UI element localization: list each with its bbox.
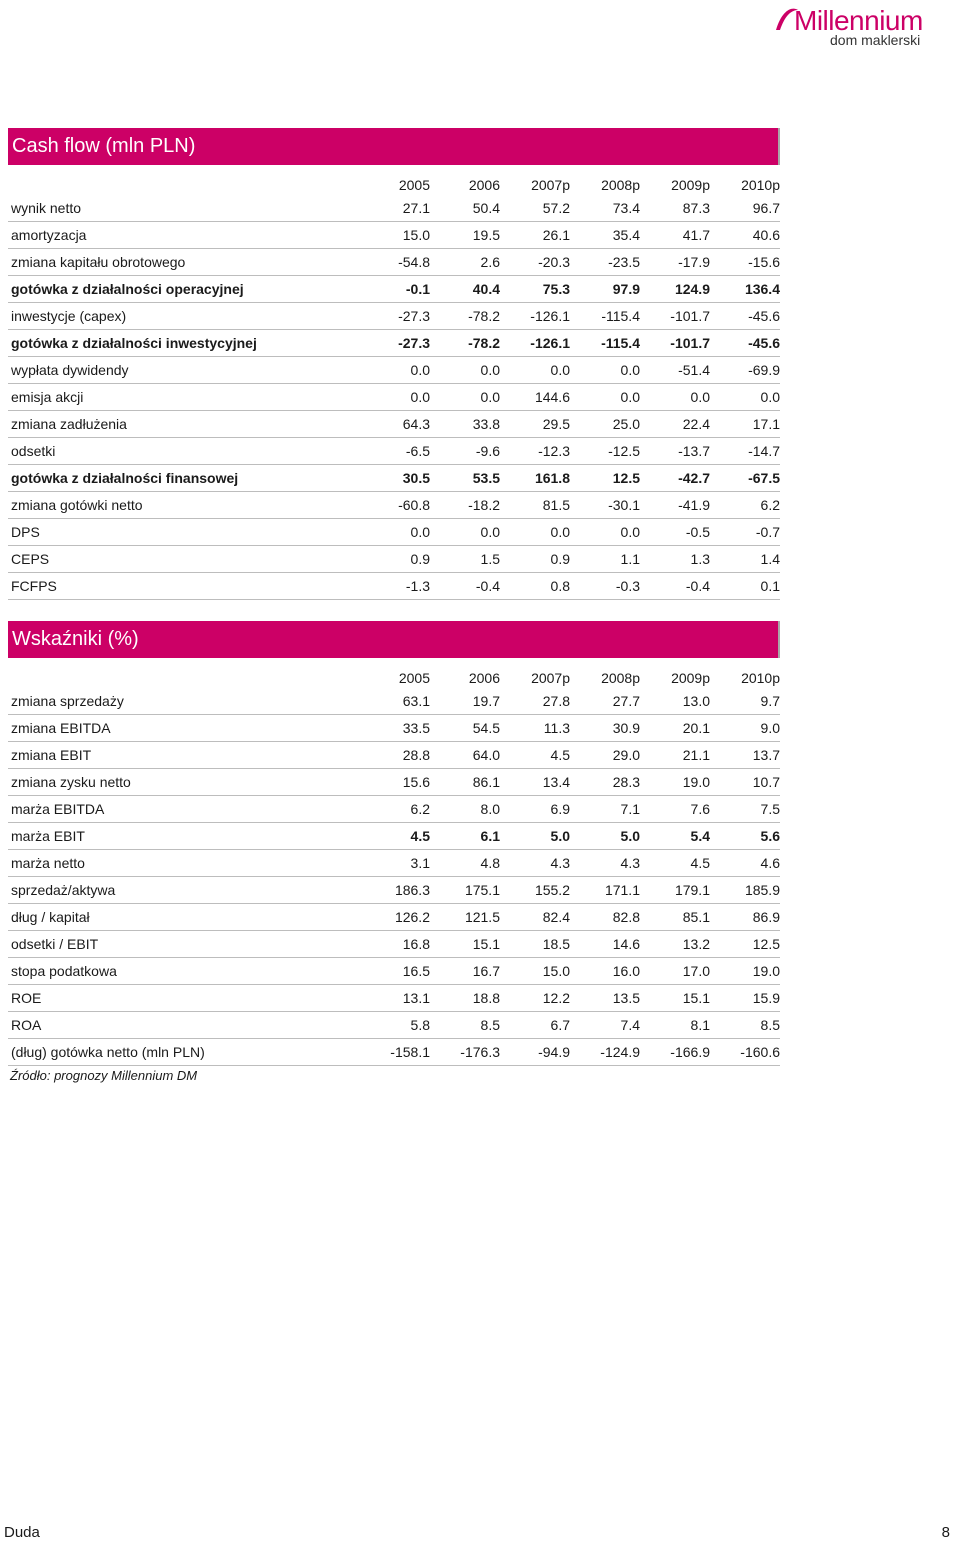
table-cell: 7.5 — [760, 801, 780, 817]
row-label: zmiana zysku netto — [11, 774, 131, 790]
table-cell: 0.8 — [550, 578, 570, 594]
table-cell: 5.8 — [410, 1017, 430, 1033]
table-cell: 8.5 — [760, 1017, 780, 1033]
table-cell: 13.4 — [542, 774, 570, 790]
table-cell: 15.0 — [402, 227, 430, 243]
table-cell: 0.0 — [410, 362, 430, 378]
row-label: zmiana EBITDA — [11, 720, 111, 736]
table-cell: 5.4 — [690, 828, 710, 844]
row-label: marża EBIT — [11, 828, 85, 844]
table-cell: 17.1 — [752, 416, 780, 432]
ratios-title: Wskaźniki (%) — [8, 621, 780, 658]
table-cell: 5.0 — [620, 828, 640, 844]
table-cell: -0.7 — [755, 524, 780, 540]
table-cell: 6.7 — [550, 1017, 570, 1033]
table-cell: -115.4 — [601, 335, 640, 351]
table-cell: 30.5 — [402, 470, 430, 486]
table-cell: 19.0 — [752, 963, 780, 979]
table-row — [8, 438, 780, 465]
table-cell: 85.1 — [682, 909, 710, 925]
table-cell: 0.9 — [410, 551, 430, 567]
table-cell: 15.1 — [682, 990, 710, 1006]
row-label: wypłata dywidendy — [11, 362, 129, 378]
row-label: CEPS — [11, 551, 50, 567]
source-note: Źródło: prognozy Millennium DM — [10, 1068, 198, 1083]
row-label: zmiana zadłużenia — [11, 416, 127, 432]
table-cell: 8.1 — [690, 1017, 710, 1033]
row-label: DPS — [11, 524, 40, 540]
row-label: marża EBITDA — [11, 801, 105, 817]
table-cell: 15.9 — [752, 990, 780, 1006]
table-cell: 5.6 — [760, 828, 780, 844]
table-cell: 0.0 — [620, 524, 640, 540]
table-cell: -115.4 — [601, 308, 640, 324]
year-header-cell: 2009p — [671, 670, 710, 686]
year-header-cell: 2009p — [671, 177, 710, 193]
year-header-cell: 2007p — [531, 670, 570, 686]
table-cell: 22.4 — [682, 416, 710, 432]
table-cell: 1.1 — [620, 551, 640, 567]
table-cell: 12.5 — [752, 936, 780, 952]
table-cell: 20.1 — [682, 720, 710, 736]
table-cell: 18.8 — [472, 990, 500, 1006]
table-cell: -160.6 — [740, 1044, 780, 1060]
table-cell: 0.0 — [480, 389, 500, 405]
table-cell: 179.1 — [674, 882, 710, 898]
table-cell: 6.2 — [760, 497, 780, 513]
table-cell: 15.1 — [472, 936, 500, 952]
table-cell: 8.5 — [480, 1017, 500, 1033]
table-cell: 4.5 — [410, 828, 430, 844]
table-cell: 0.0 — [620, 362, 640, 378]
cashflow-table — [8, 128, 780, 600]
table-cell: 50.4 — [472, 200, 500, 216]
table-cell: 144.6 — [534, 389, 570, 405]
table-cell: 121.5 — [464, 909, 500, 925]
table-row — [8, 1012, 780, 1039]
table-cell: 9.7 — [760, 693, 780, 709]
table-cell: 4.6 — [760, 855, 780, 871]
table-row — [8, 715, 780, 742]
logo-brand-text: Millennium — [794, 5, 923, 36]
table-cell: 13.7 — [752, 747, 780, 763]
table-cell: 0.0 — [760, 389, 780, 405]
row-label: marża netto — [11, 855, 85, 871]
table-cell: 186.3 — [394, 882, 430, 898]
table-row — [8, 823, 780, 850]
year-header-cell: 2008p — [601, 670, 640, 686]
table-row — [8, 249, 780, 276]
year-header-cell: 2010p — [741, 177, 780, 193]
table-row — [8, 546, 780, 573]
table-cell: 40.6 — [752, 227, 780, 243]
table-cell: 124.9 — [674, 281, 710, 297]
year-header-cell: 2007p — [531, 177, 570, 193]
table-cell: -45.6 — [748, 308, 780, 324]
table-cell: -13.7 — [678, 443, 710, 459]
table-row — [8, 492, 780, 519]
table-cell: 35.4 — [612, 227, 640, 243]
table-cell: 18.5 — [542, 936, 570, 952]
row-label: sprzedaż/aktywa — [11, 882, 116, 898]
row-label: ROA — [11, 1017, 42, 1033]
table-cell: 12.2 — [542, 990, 570, 1006]
table-cell: 86.9 — [752, 909, 780, 925]
table-cell: -166.9 — [670, 1044, 710, 1060]
table-row — [8, 330, 780, 357]
table-cell: 16.0 — [612, 963, 640, 979]
table-row — [8, 769, 780, 796]
table-cell: 64.3 — [402, 416, 430, 432]
table-cell: 33.5 — [402, 720, 430, 736]
table-row — [8, 958, 780, 985]
table-cell: 171.1 — [604, 882, 640, 898]
table-cell: 41.7 — [682, 227, 710, 243]
table-cell: 126.2 — [394, 909, 430, 925]
table-cell: -51.4 — [678, 362, 710, 378]
table-cell: 3.1 — [410, 855, 430, 871]
table-cell: -0.4 — [475, 578, 500, 594]
table-cell: 6.2 — [410, 801, 430, 817]
row-label: zmiana kapitału obrotowego — [11, 254, 186, 270]
table-cell: 136.4 — [744, 281, 780, 297]
table-row — [8, 985, 780, 1012]
row-label: (dług) gotówka netto (mln PLN) — [11, 1044, 205, 1060]
table-cell: -20.3 — [538, 254, 570, 270]
year-header-cell: 2006 — [468, 670, 500, 686]
year-header-cell: 2008p — [601, 177, 640, 193]
cashflow-year-header — [8, 165, 780, 195]
row-label: odsetki — [11, 443, 56, 459]
table-row — [8, 276, 780, 303]
table-cell: -126.1 — [530, 335, 570, 351]
cashflow-title: Cash flow (mln PLN) — [8, 128, 780, 165]
table-cell: -0.1 — [405, 281, 430, 297]
table-cell: -41.9 — [678, 497, 710, 513]
table-cell: 16.5 — [402, 963, 430, 979]
millennium-logo — [772, 4, 942, 50]
table-cell: -0.4 — [685, 578, 710, 594]
table-cell: 82.4 — [542, 909, 570, 925]
table-cell: -158.1 — [390, 1044, 430, 1060]
table-row — [8, 222, 780, 249]
table-cell: -30.1 — [608, 497, 640, 513]
table-cell: -12.5 — [608, 443, 640, 459]
table-cell: 73.4 — [612, 200, 640, 216]
table-cell: 4.5 — [690, 855, 710, 871]
table-cell: 8.0 — [480, 801, 500, 817]
table-cell: 4.3 — [550, 855, 570, 871]
table-cell: 13.2 — [682, 936, 710, 952]
table-cell: 7.1 — [620, 801, 640, 817]
table-row — [8, 742, 780, 769]
table-cell: 1.3 — [690, 551, 710, 567]
table-cell: 0.9 — [550, 551, 570, 567]
table-cell: 29.0 — [612, 747, 640, 763]
table-cell: 10.7 — [752, 774, 780, 790]
table-cell: 0.0 — [620, 389, 640, 405]
table-cell: 6.9 — [550, 801, 570, 817]
table-cell: -78.2 — [468, 308, 500, 324]
table-cell: 86.1 — [472, 774, 500, 790]
table-cell: 155.2 — [534, 882, 570, 898]
table-cell: 0.0 — [690, 389, 710, 405]
row-label: gotówka z działalności finansowej — [11, 470, 239, 486]
table-cell: 29.5 — [542, 416, 570, 432]
table-cell: 6.1 — [480, 828, 500, 844]
table-cell: 27.8 — [542, 693, 570, 709]
table-cell: 25.0 — [612, 416, 640, 432]
year-header-cell: 2006 — [468, 177, 500, 193]
table-cell: 19.0 — [682, 774, 710, 790]
table-cell: 15.0 — [542, 963, 570, 979]
table-cell: 15.6 — [402, 774, 430, 790]
table-cell: 14.6 — [612, 936, 640, 952]
table-cell: 16.7 — [472, 963, 500, 979]
table-cell: 1.5 — [480, 551, 500, 567]
table-cell: 19.5 — [472, 227, 500, 243]
table-cell: 175.1 — [464, 882, 500, 898]
row-label: odsetki / EBIT — [11, 936, 99, 952]
table-cell: -1.3 — [405, 578, 430, 594]
table-cell: 2.6 — [480, 254, 500, 270]
table-cell: 0.0 — [550, 362, 570, 378]
table-row — [8, 519, 780, 546]
table-cell: 57.2 — [542, 200, 570, 216]
table-row — [8, 796, 780, 823]
table-cell: -54.8 — [398, 254, 430, 270]
table-cell: 54.5 — [472, 720, 500, 736]
table-cell: 33.8 — [472, 416, 500, 432]
table-cell: -101.7 — [670, 308, 710, 324]
table-cell: 11.3 — [543, 720, 570, 736]
table-cell: 16.8 — [402, 936, 430, 952]
table-cell: 0.0 — [410, 524, 430, 540]
table-cell: 4.3 — [620, 855, 640, 871]
table-cell: -176.3 — [460, 1044, 500, 1060]
table-cell: 17.0 — [682, 963, 710, 979]
table-cell: -45.6 — [748, 335, 780, 351]
table-cell: -9.6 — [475, 443, 500, 459]
table-cell: 63.1 — [402, 693, 430, 709]
table-cell: -0.3 — [615, 578, 640, 594]
table-cell: 26.1 — [542, 227, 570, 243]
row-label: gotówka z działalności operacyjnej — [11, 281, 244, 297]
table-cell: 0.0 — [480, 362, 500, 378]
table-row — [8, 357, 780, 384]
footer-page-number: 8 — [941, 1524, 950, 1541]
table-cell: 9.0 — [760, 720, 780, 736]
row-label: inwestycje (capex) — [11, 308, 127, 324]
table-cell: 87.3 — [682, 200, 710, 216]
table-row — [8, 195, 780, 222]
row-label: dług / kapitał — [11, 909, 90, 925]
ratios-year-header — [8, 658, 780, 688]
row-label: amortyzacja — [11, 227, 87, 243]
row-label: stopa podatkowa — [11, 963, 117, 979]
year-header-cell: 2010p — [741, 670, 780, 686]
table-cell: 0.0 — [550, 524, 570, 540]
table-cell: 7.6 — [690, 801, 710, 817]
table-row — [8, 465, 780, 492]
table-cell: 4.5 — [550, 747, 570, 763]
table-cell: -78.2 — [468, 335, 500, 351]
table-cell: 1.4 — [760, 551, 780, 567]
table-cell: 21.1 — [682, 747, 710, 763]
table-cell: -0.5 — [685, 524, 710, 540]
table-cell: -69.9 — [748, 362, 780, 378]
table-row — [8, 303, 780, 330]
table-cell: 28.8 — [402, 747, 430, 763]
table-cell: -126.1 — [530, 308, 570, 324]
table-cell: -42.7 — [678, 470, 710, 486]
table-cell: -17.9 — [678, 254, 710, 270]
table-cell: 4.8 — [480, 855, 500, 871]
table-cell: 0.1 — [760, 578, 780, 594]
row-label: gotówka z działalności inwestycyjnej — [11, 335, 257, 351]
table-cell: -101.7 — [670, 335, 710, 351]
table-cell: 0.0 — [410, 389, 430, 405]
table-cell: -18.2 — [468, 497, 500, 513]
table-cell: -6.5 — [405, 443, 430, 459]
table-cell: -14.7 — [748, 443, 780, 459]
row-label: FCFPS — [11, 578, 57, 594]
ratios-table — [8, 621, 780, 1066]
year-header-cell: 2005 — [398, 177, 430, 193]
table-row — [8, 411, 780, 438]
table-cell: 81.5 — [542, 497, 570, 513]
table-row — [8, 573, 780, 600]
table-cell: 13.5 — [612, 990, 640, 1006]
table-row — [8, 850, 780, 877]
table-cell: 40.4 — [472, 281, 500, 297]
table-cell: 0.0 — [480, 524, 500, 540]
row-label: wynik netto — [11, 200, 82, 216]
table-cell: 64.0 — [472, 747, 500, 763]
row-label: zmiana EBIT — [11, 747, 92, 763]
table-cell: 53.5 — [472, 470, 500, 486]
year-header-cell: 2005 — [398, 670, 430, 686]
footer-author: Duda — [4, 1524, 40, 1541]
table-cell: 75.3 — [542, 281, 570, 297]
table-cell: 19.7 — [472, 693, 500, 709]
table-cell: 13.1 — [402, 990, 430, 1006]
row-label: zmiana gotówki netto — [11, 497, 143, 513]
table-cell: 185.9 — [744, 882, 780, 898]
row-label: zmiana sprzedaży — [11, 693, 124, 709]
table-cell: -12.3 — [538, 443, 570, 459]
table-cell: -27.3 — [398, 308, 430, 324]
table-row — [8, 904, 780, 931]
table-row — [8, 1039, 780, 1066]
table-cell: 5.0 — [550, 828, 570, 844]
table-cell: 27.7 — [612, 693, 640, 709]
table-cell: 13.0 — [682, 693, 710, 709]
logo-subtitle: dom maklerski — [830, 32, 921, 48]
table-cell: 97.9 — [612, 281, 640, 297]
row-label: ROE — [11, 990, 42, 1006]
row-label: emisja akcji — [11, 389, 84, 405]
table-cell: 7.4 — [620, 1017, 640, 1033]
table-cell: 82.8 — [612, 909, 640, 925]
table-row — [8, 688, 780, 715]
table-cell: -15.6 — [748, 254, 780, 270]
table-cell: 12.5 — [612, 470, 640, 486]
table-cell: -60.8 — [398, 497, 430, 513]
table-row — [8, 931, 780, 958]
table-row — [8, 877, 780, 904]
table-cell: -23.5 — [608, 254, 640, 270]
table-cell: 161.8 — [534, 470, 570, 486]
table-cell: -67.5 — [748, 470, 780, 486]
table-cell: 96.7 — [752, 200, 780, 216]
table-cell: 30.9 — [612, 720, 640, 736]
table-cell: -27.3 — [398, 335, 430, 351]
table-row — [8, 384, 780, 411]
table-cell: 28.3 — [612, 774, 640, 790]
table-cell: -94.9 — [538, 1044, 570, 1060]
table-cell: 27.1 — [402, 200, 430, 216]
table-cell: -124.9 — [600, 1044, 640, 1060]
